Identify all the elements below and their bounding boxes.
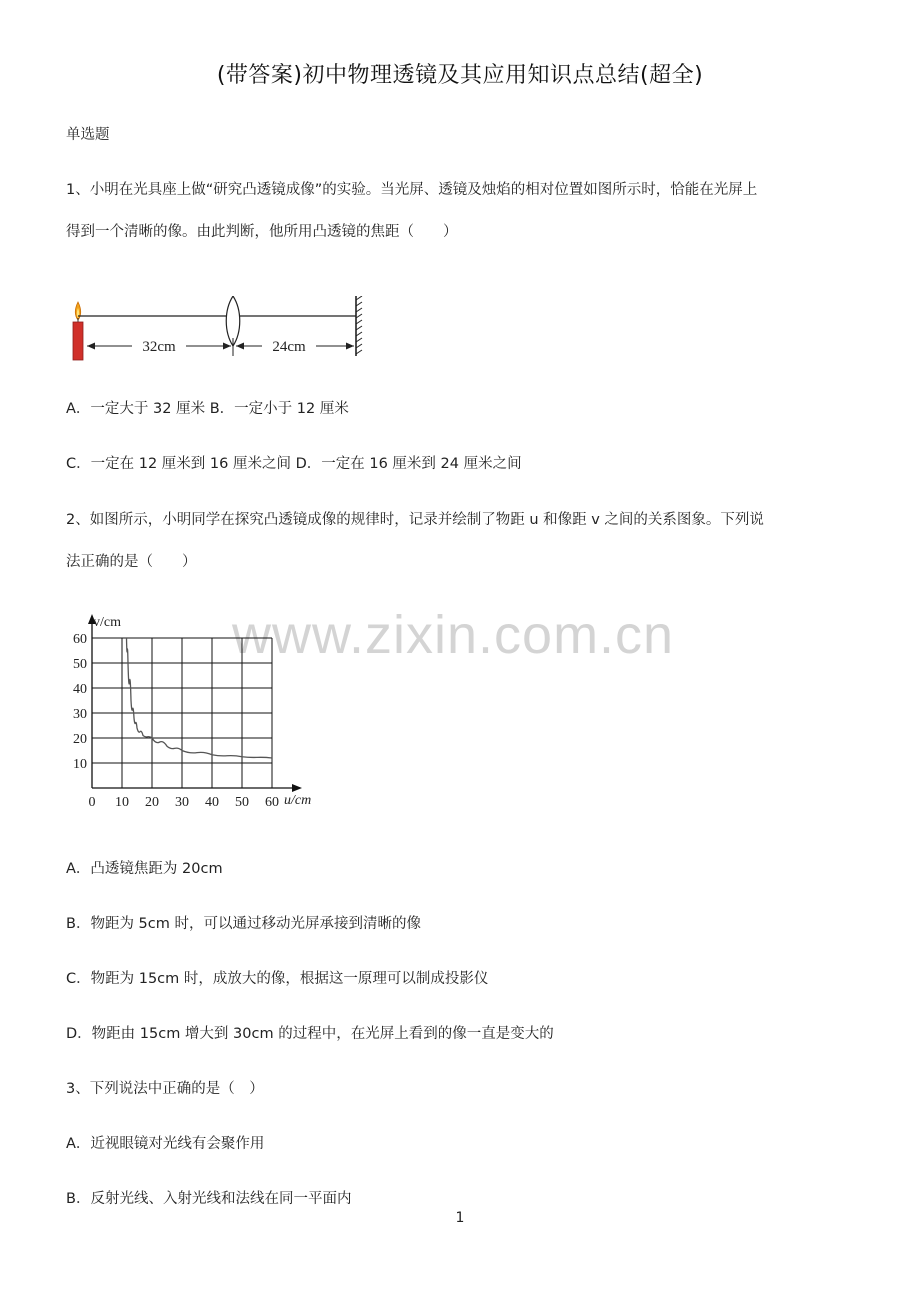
distance-label-image: 24cm (272, 339, 306, 355)
candle-icon (73, 302, 83, 360)
q3-option-a: A．近视眼镜对光线有会聚作用 (66, 1136, 265, 1152)
q1-options-line-2: C．一定在 12 厘米到 16 厘米之间 D．一定在 16 厘米到 24 厘米之间 (66, 456, 522, 472)
watermark: www.zixin.com.cn (232, 605, 675, 665)
y-tick-label-40: 40 (73, 682, 87, 697)
screen-icon (356, 296, 362, 356)
uv-relationship-chart (66, 608, 336, 812)
section-label: 单选题 (66, 127, 110, 143)
x-axis-arrow (292, 784, 302, 792)
q1-stem-line-1: 1、小明在光具座上做“研究凸透镜成像”的实验。当光屏、透镜及烛焰的相对位置如图所示时，恰能在光屏上 (66, 182, 758, 198)
x-tick-label-30: 30 (175, 795, 189, 810)
y-tick-label-60: 60 (73, 632, 87, 647)
q2-option-b: B．物距为 5cm 时，可以通过移动光屏承接到清晰的像 (66, 916, 421, 932)
q2-option-a: A．凸透镜焦距为 20cm (66, 861, 223, 877)
page-number: 1 (455, 1210, 465, 1226)
x-tick-label-20: 20 (145, 795, 159, 810)
x-axis-label: u/cm (284, 793, 312, 808)
y-tick-label-10: 10 (73, 757, 87, 772)
y-tick-label-50: 50 (73, 657, 87, 672)
q1-options-line-1: A．一定大于 32 厘米 B．一定小于 12 厘米 (66, 401, 349, 417)
q2-option-d: D．物距由 15cm 增大到 30cm 的过程中，在光屏上看到的像一直是变大的 (66, 1026, 554, 1042)
q2-option-c: C．物距为 15cm 时，成放大的像，根据这一原理可以制成投影仪 (66, 971, 489, 987)
y-axis-label: v/cm (93, 615, 121, 630)
x-tick-label-60: 60 (265, 795, 279, 810)
q2-stem-line-1: 2、如图所示，小明同学在探究凸透镜成像的规律时，记录并绘制了物距 u 和像距 v 之间的关系图象。下列说 (66, 512, 764, 528)
q2-stem-line-2: 法正确的是（ ） (66, 554, 197, 570)
q1-optical-bench-figure (66, 296, 376, 368)
q3-option-b: B．反射光线、入射光线和法线在同一平面内 (66, 1191, 352, 1207)
x-tick-label-0: 0 (88, 795, 96, 810)
y-tick-label-30: 30 (73, 707, 87, 722)
page-title: (带答案)初中物理透镜及其应用知识点总结(超全) (216, 63, 704, 88)
distance-label-object: 32cm (142, 339, 176, 355)
y-tick-label-20: 20 (73, 732, 87, 747)
x-tick-label-50: 50 (235, 795, 249, 810)
q3-stem: 3、下列说法中正确的是（ ） (66, 1081, 264, 1097)
q1-stem-line-2: 得到一个清晰的像。由此判断，他所用凸透镜的焦距（ ） (66, 224, 458, 240)
series-curve-v-u (127, 638, 273, 758)
x-tick-label-40: 40 (205, 795, 219, 810)
x-tick-label-10: 10 (115, 795, 129, 810)
